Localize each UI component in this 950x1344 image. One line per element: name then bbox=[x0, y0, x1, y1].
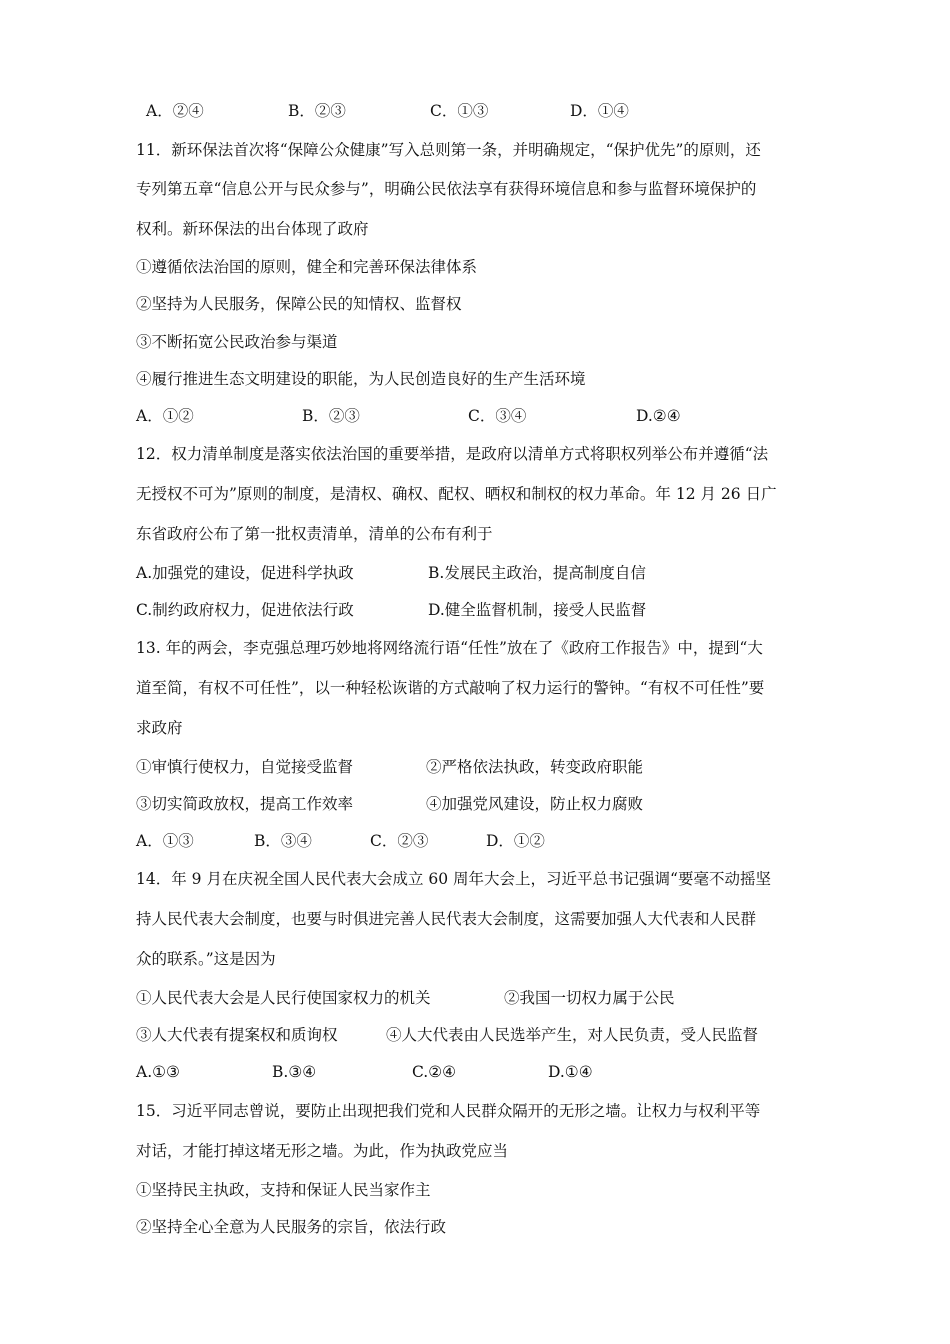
q14-stem-line: 众的联系。”这是因为 bbox=[136, 950, 276, 968]
q13-item-4: ④加强党风建设，防止权力腐败 bbox=[426, 795, 644, 813]
q13-stem-line: 道至简，有权不可任性”，以一种轻松诙谐的方式敲响了权力运行的警钟。“有权不可任性”要 bbox=[136, 679, 765, 697]
q12-option-a: A.加强党的建设，促进科学执政 bbox=[136, 564, 354, 582]
q14-item-3: ③人大代表有提案权和质询权 bbox=[136, 1026, 338, 1044]
q11-option-b: B．②③ bbox=[302, 407, 360, 425]
q11-item-2: ②坚持为人民服务，保障公民的知情权、监督权 bbox=[136, 295, 462, 313]
q12-stem-line: 12．权力清单制度是落实依法治国的重要举措，是政府以清单方式将职权列举公布并遵循“法 bbox=[136, 445, 769, 463]
q13-option-d: D．①② bbox=[486, 832, 545, 850]
q12-stem-line: 无授权不可为”原则的制度，是清权、确权、配权、晒权和制权的权力革命。年 12 月 26 日广 bbox=[136, 485, 777, 503]
q11-option-d: D.②④ bbox=[636, 407, 681, 425]
q14-option-a: A.①③ bbox=[136, 1063, 180, 1081]
q15-item-2: ②坚持全心全意为人民服务的宗旨，依法行政 bbox=[136, 1218, 447, 1236]
q13-stem-line: 13. 年的两会，李克强总理巧妙地将网络流行语“任性”放在了《政府工作报告》中，提到“大 bbox=[136, 639, 763, 657]
q10-option-c: C．①③ bbox=[430, 102, 489, 120]
q13-option-c: C．②③ bbox=[370, 832, 429, 850]
q11-item-3: ③不断拓宽公民政治参与渠道 bbox=[136, 333, 338, 351]
q13-item-3: ③切实简政放权，提高工作效率 bbox=[136, 795, 354, 813]
q12-option-c: C.制约政府权力，促进依法行政 bbox=[136, 601, 354, 619]
q13-item-1: ①审慎行使权力，自觉接受监督 bbox=[136, 758, 354, 776]
q14-item-4: ④人大代表由人民选举产生，对人民负责，受人民监督 bbox=[386, 1026, 759, 1044]
q15-stem-line: 对话，才能打掉这堵无形之墙。为此，作为执政党应当 bbox=[136, 1142, 509, 1160]
q12-stem-line: 东省政府公布了第一批权责清单，清单的公布有利于 bbox=[136, 525, 493, 543]
q15-item-1: ①坚持民主执政，支持和保证人民当家作主 bbox=[136, 1181, 431, 1199]
q15-stem-line: 15．习近平同志曾说，要防止出现把我们党和人民群众隔开的无形之墙。让权力与权利平等 bbox=[136, 1102, 761, 1120]
q13-option-b: B．③④ bbox=[254, 832, 312, 850]
q14-option-b: B.③④ bbox=[272, 1063, 317, 1081]
q13-option-a: A．①③ bbox=[136, 832, 194, 850]
q14-option-c: C.②④ bbox=[412, 1063, 457, 1081]
q11-option-c: C．③④ bbox=[468, 407, 527, 425]
q11-stem-line: 11．新环保法首次将“保障公众健康”写入总则第一条，并明确规定，“保护优先”的原则，还 bbox=[136, 141, 761, 159]
q14-item-2: ②我国一切权力属于公民 bbox=[504, 989, 675, 1007]
q10-option-b: B．②③ bbox=[288, 102, 346, 120]
q12-option-d: D.健全监督机制，接受人民监督 bbox=[428, 601, 647, 619]
q14-option-d: D.①④ bbox=[548, 1063, 593, 1081]
q11-stem-line: 专列第五章“信息公开与民众参与”，明确公民依法享有获得环境信息和参与监督环境保护的 bbox=[136, 180, 757, 198]
q11-stem-line: 权利。新环保法的出台体现了政府 bbox=[136, 220, 369, 238]
q10-option-a: A．②④ bbox=[146, 102, 204, 120]
q13-item-2: ②严格依法执政，转变政府职能 bbox=[426, 758, 644, 776]
q14-stem-line: 持人民代表大会制度，也要与时俱进完善人民代表大会制度，这需要加强人大代表和人民群 bbox=[136, 910, 757, 928]
q11-option-a: A．①② bbox=[136, 407, 194, 425]
q14-stem-line: 14．年 9 月在庆祝全国人民代表大会成立 60 周年大会上，习近平总书记强调“要毫不动摇坚 bbox=[136, 870, 771, 888]
q10-option-d: D．①④ bbox=[570, 102, 629, 120]
q13-stem-line: 求政府 bbox=[136, 719, 183, 737]
q14-item-1: ①人民代表大会是人民行使国家权力的机关 bbox=[136, 989, 431, 1007]
q11-item-1: ①遵循依法治国的原则，健全和完善环保法律体系 bbox=[136, 258, 478, 276]
q12-option-b: B.发展民主政治，提高制度自信 bbox=[428, 564, 646, 582]
q11-item-4: ④履行推进生态文明建设的职能，为人民创造良好的生产生活环境 bbox=[136, 370, 586, 388]
